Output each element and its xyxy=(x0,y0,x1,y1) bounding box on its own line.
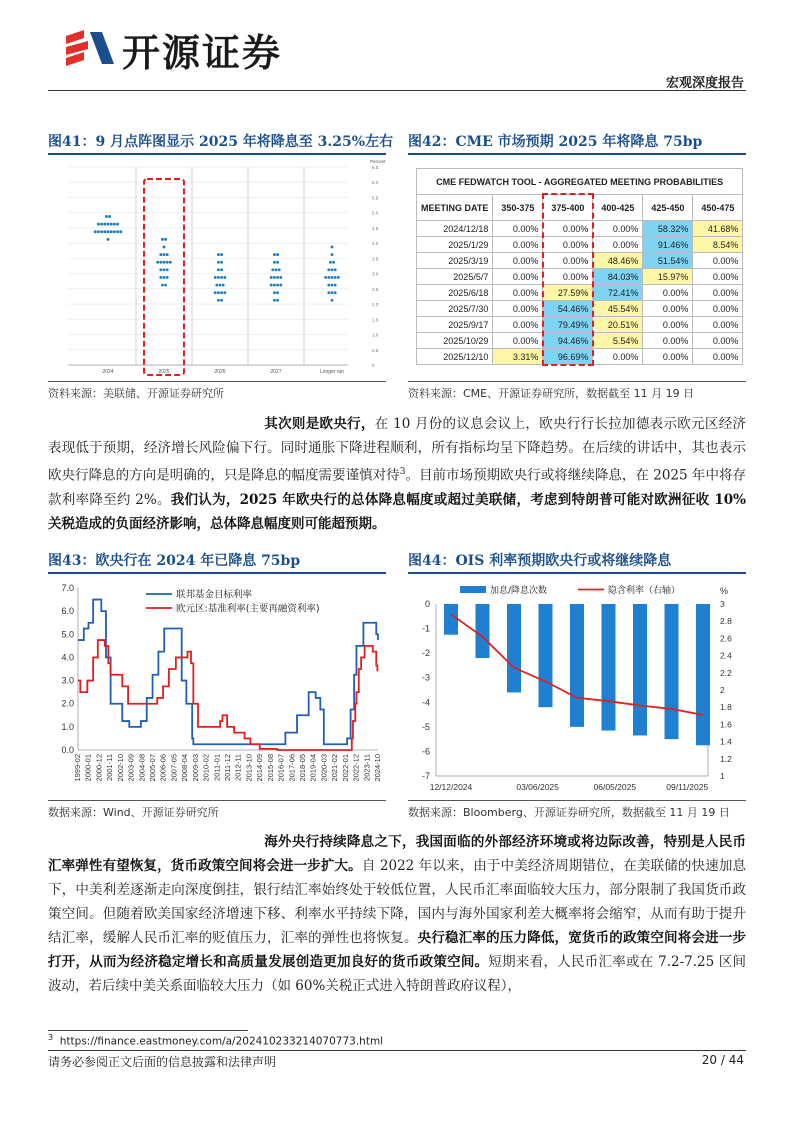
meeting-date-cell: 2025/5/7 xyxy=(417,269,493,285)
column-header: MEETING DATE xyxy=(417,195,493,221)
fig41-dot xyxy=(164,284,167,287)
footnote-divider xyxy=(48,1030,248,1031)
fig43-ytick-label: 1.0 xyxy=(61,721,74,732)
fig44-ytick-left: -3 xyxy=(421,672,430,683)
fig41-dot xyxy=(159,276,162,279)
para1-bold-conclusion: 我们认为，2025 年欧央行的总体降息幅度或超过美联储，考虑到特朗普可能对欧洲征收 10%关税造成的负面经济影响，总体降息幅度则可能超预期。 xyxy=(48,491,746,532)
fig41-dot xyxy=(276,253,279,256)
highlight-box-375-400 xyxy=(542,193,594,366)
probability-cell: 41.68% xyxy=(693,221,743,237)
probability-cell: 27.59% xyxy=(543,285,593,301)
fig43-line-chart xyxy=(48,578,386,798)
probability-cell: 0.00% xyxy=(693,333,743,349)
fig44-ytick-right: 1.4 xyxy=(720,736,732,747)
fig43-xtick-label: 2014-09 xyxy=(255,754,265,782)
fig43-xtick-label: 2007-05 xyxy=(169,754,179,782)
fig44-ytick-right: 2.6 xyxy=(720,633,732,644)
fig41-dot xyxy=(276,299,279,302)
fig44-legend-line-label: 隐含利率（右轴） xyxy=(608,586,681,596)
fig41-dot-plot xyxy=(48,155,386,380)
fig41-dot xyxy=(166,268,169,271)
meeting-date-cell: 2025/7/30 xyxy=(417,301,493,317)
fig41-ytick-label: 2.5 xyxy=(372,286,379,292)
fig44-title-rule xyxy=(408,572,746,574)
probability-cell: 0.00% xyxy=(643,333,693,349)
paragraph-ecb xyxy=(48,412,746,536)
para2-bold2: 央行稳汇率的压力降低，宽货币的政策空间将会进一步打开，从而为经济稳定增长和高质量发展创造更加良好的货币政策空间。 xyxy=(48,930,747,970)
fig41-ytick-label: 4.5 xyxy=(372,225,379,231)
probability-cell: 0.00% xyxy=(493,333,543,349)
fig41-dot xyxy=(276,261,279,264)
fig44-ytick-left: -7 xyxy=(421,771,430,781)
fig43-xtick-label: 2023-11 xyxy=(362,754,372,781)
fig41-dot xyxy=(166,261,169,264)
fig41-dot xyxy=(217,268,220,271)
probability-cell: 54.46% xyxy=(543,301,593,317)
fig41-ytick-label: 1.5 xyxy=(372,317,379,323)
probability-cell: 0.00% xyxy=(493,301,543,317)
fig41-dot xyxy=(275,268,278,271)
fig41-dot xyxy=(334,268,337,271)
probability-cell: 96.69% xyxy=(543,349,593,365)
fig41-dot xyxy=(159,268,162,271)
fig41-dot xyxy=(273,284,276,287)
fig41-xtick-label: 2025 xyxy=(158,369,170,375)
fig43-xtick-label: 2018-05 xyxy=(298,754,307,782)
probability-cell: 48.46% xyxy=(593,253,643,269)
fig41-dot xyxy=(327,284,330,287)
para1-text1: 在 10 月份的议息会议上，欧央行行长拉加德表示欧元区经济表现低于预期，经济增长风险偏下行。同时通胀下降进程顺利，所有指标均呈下降趋势。在后续的讲话中，其也表示欧央行降息的方向是明确的，只是降息的幅度需要谨慎对待 xyxy=(48,416,746,484)
probability-cell: 0.00% xyxy=(493,317,543,333)
fig41-dot xyxy=(159,253,162,256)
fig41-dot xyxy=(331,299,334,302)
fig41-dot xyxy=(331,276,334,279)
fig43-series-ecb-line xyxy=(78,640,377,750)
fig41-dot xyxy=(116,223,119,226)
fig41-ytick-label: 6.5 xyxy=(372,165,379,170)
fig44-ytick-right: 1.8 xyxy=(720,702,732,713)
probability-cell: 0.00% xyxy=(493,221,543,237)
column-header: 350-375 xyxy=(493,195,543,221)
probability-cell: 8.54% xyxy=(693,237,743,253)
fig44-xtick-label: 03/06/2025 xyxy=(516,782,559,792)
fig43-bottom-rule xyxy=(48,800,386,801)
fig41-dot xyxy=(214,291,217,294)
fig44-source: 数据来源：Bloomberg、开源证券研究所，数据截至 11 月 19 日 xyxy=(408,806,730,819)
fig42-bottom-rule xyxy=(408,381,746,382)
fig41-ytick-label: 1.0 xyxy=(372,332,379,338)
report-type-label: 宏观深度报告 xyxy=(665,76,744,91)
fig41-dot xyxy=(327,291,330,294)
fig41-source: 资料来源：美联储、开源证券研究所 xyxy=(48,387,224,400)
fig41-dot xyxy=(214,276,217,279)
probability-cell: 0.00% xyxy=(543,269,593,285)
probability-cell: 20.51% xyxy=(593,317,643,333)
fig43-ytick-label: 6.0 xyxy=(61,606,74,617)
fig41-bg xyxy=(48,155,386,380)
fig41-dot xyxy=(276,291,279,294)
fig44-xtick-label: 12/12/2024 xyxy=(429,782,473,792)
probability-cell: 5.54% xyxy=(593,333,643,349)
fig41-dot xyxy=(217,291,220,294)
fig41-dot xyxy=(97,223,100,226)
fig43-xtick-label: 2003-09 xyxy=(126,754,136,782)
fig41-dot xyxy=(331,246,334,249)
fig41-dot xyxy=(278,268,281,271)
fig43-xtick-label: 2015-08 xyxy=(265,754,275,782)
footnote xyxy=(48,1033,383,1048)
fig41-dot xyxy=(271,268,274,271)
fig44-ytick-left: 0 xyxy=(424,599,430,609)
fig43-ytick-label: 3.0 xyxy=(61,675,74,686)
fig41-dot xyxy=(163,268,166,271)
meeting-date-cell: 2025/6/18 xyxy=(417,285,493,301)
fig43-legend-label: 欧元区:基准利率(主要再融资利率) xyxy=(176,603,320,615)
fig44-ytick-right: 2 xyxy=(720,685,725,695)
fig41-dot xyxy=(223,276,226,279)
fig43-xtick-label: 2006-06 xyxy=(158,754,168,782)
fig43-xtick-label: 2021-02 xyxy=(330,754,340,782)
fig41-ytick-label: 3.5 xyxy=(372,256,379,262)
fig43-xtick-label: 2004-08 xyxy=(137,754,147,782)
fig41-dot xyxy=(164,238,167,241)
fig41-dot xyxy=(163,253,166,256)
para2-lead: 海外央行持续降息之下，我国面临的外部经济环境或将边际改善，特别是人民币汇率弹性有望恢复，货币政策空间将会进一步扩大。 xyxy=(48,834,746,874)
fig43-xtick-label: 2008-04 xyxy=(180,754,190,782)
probability-cell: 0.00% xyxy=(643,349,693,365)
column-header: 425-450 xyxy=(643,195,693,221)
footnote-url[interactable]: https://finance.eastmoney.com/a/202410233214070773.html xyxy=(59,1035,384,1048)
fig41-ytick-label: 0 xyxy=(372,363,375,368)
probability-cell: 0.00% xyxy=(693,349,743,365)
fig44-y2-unit: % xyxy=(720,586,729,596)
column-header: 400-425 xyxy=(593,195,643,221)
fig41-bottom-rule xyxy=(48,381,386,382)
probability-cell: 94.46% xyxy=(543,333,593,349)
probability-cell: 0.00% xyxy=(693,253,743,269)
fig44-legend-bar-swatch xyxy=(460,586,486,593)
fig42-title: 图42：CME 市场预期 2025 年将降息 75bp xyxy=(408,134,703,150)
fig41-dot xyxy=(334,276,337,279)
probability-cell: 91.46% xyxy=(643,237,693,253)
fig41-dot xyxy=(166,253,169,256)
fig42-table-container xyxy=(416,168,743,365)
fig41-dot xyxy=(334,291,337,294)
fig44-bar xyxy=(602,604,616,731)
fig41-dot xyxy=(279,284,282,287)
paragraph-china-policy xyxy=(48,830,746,998)
fig43-xtick-label: 2010-02 xyxy=(201,754,211,782)
probability-cell: 45.54% xyxy=(593,301,643,317)
fig41-dot xyxy=(331,253,334,256)
fig41-dot xyxy=(97,230,100,233)
probability-cell: 0.00% xyxy=(493,269,543,285)
fig41-dot xyxy=(107,230,110,233)
fig41-dot xyxy=(100,223,103,226)
fig44-bar xyxy=(665,604,679,739)
fig41-dot xyxy=(217,276,220,279)
fig44-bar xyxy=(444,604,458,635)
fig44-ytick-left: -1 xyxy=(421,623,430,634)
fig41-dot xyxy=(107,223,110,226)
fig41-dot xyxy=(273,291,276,294)
probability-cell: 72.41% xyxy=(593,285,643,301)
fig41-ytick-label: 0.5 xyxy=(372,347,379,353)
fig43-ytick-label: 0.0 xyxy=(61,745,74,755)
fig43-xtick-label: 2020-03 xyxy=(319,754,329,782)
fig41-dot xyxy=(270,284,273,287)
fig43-title: 图43：欧央行在 2024 年已降息 75bp xyxy=(48,553,301,569)
fig41-title: 图41：9 月点阵图显示 2025 年将降息至 3.25%左右 xyxy=(48,134,394,150)
probability-cell: 0.00% xyxy=(593,349,643,365)
fig43-xtick-label: 2022-12 xyxy=(351,754,361,782)
probability-cell: 0.00% xyxy=(543,237,593,253)
fig43-xtick-label: 2017-06 xyxy=(287,754,297,782)
fig41-dot xyxy=(163,246,166,249)
probability-cell: 79.49% xyxy=(543,317,593,333)
fig41-dot xyxy=(276,276,279,279)
fig42-title-rule xyxy=(408,153,746,155)
probability-cell: 0.00% xyxy=(543,253,593,269)
fig41-xtick-label: 2024 xyxy=(102,369,114,375)
fig41-dot xyxy=(273,253,276,256)
fig44-ytick-right: 3 xyxy=(720,599,725,609)
fig43-ytick-label: 4.0 xyxy=(61,652,74,663)
probability-cell: 0.00% xyxy=(593,237,643,253)
fig41-dot xyxy=(166,276,169,279)
probability-cell: 51.54% xyxy=(643,253,693,269)
meeting-date-cell: 2025/3/19 xyxy=(417,253,493,269)
fig43-xtick-label: 2019-04 xyxy=(308,754,318,782)
table-title-row xyxy=(417,169,743,195)
fig41-dot xyxy=(276,284,279,287)
fig43-title-rule xyxy=(48,572,386,574)
footer-divider xyxy=(48,1050,746,1051)
fig43-ytick-label: 5.0 xyxy=(61,629,74,640)
fig44-ytick-right: 2.2 xyxy=(720,667,732,678)
fig44-legend-bar-label: 加息/降息次数 xyxy=(490,586,548,596)
fig44-ytick-left: -4 xyxy=(421,697,430,708)
fig43-xtick-label: 2013-10 xyxy=(244,754,254,782)
fig41-dot xyxy=(273,261,276,264)
fig43-xtick-label: 1999-02 xyxy=(73,754,82,782)
fig44-ytick-left: -2 xyxy=(421,648,430,659)
fig43-xtick-label: 2000-01 xyxy=(83,754,93,782)
fig41-ytick-label: 5.0 xyxy=(372,210,379,216)
fig41-dot xyxy=(332,261,335,264)
fig41-dot xyxy=(329,261,332,264)
probability-cell: 0.00% xyxy=(493,285,543,301)
fig41-dot xyxy=(327,276,330,279)
fig44-ytick-left: -6 xyxy=(421,746,430,757)
fig43-xtick-label: 2001-11 xyxy=(105,754,115,781)
fig41-axis-header: Percent xyxy=(370,159,386,164)
fig41-dot xyxy=(219,284,222,287)
fig41-dot xyxy=(217,261,220,264)
fig43-ytick-label: 2.0 xyxy=(61,698,74,709)
probability-cell: 0.00% xyxy=(643,317,693,333)
logo-icon xyxy=(62,28,118,68)
probability-cell: 0.00% xyxy=(593,221,643,237)
fig41-ytick-label: 5.5 xyxy=(372,195,379,201)
fig41-dot xyxy=(331,291,334,294)
fig44-ytick-right: 1.6 xyxy=(720,719,732,730)
fig44-ytick-right: 1.2 xyxy=(720,753,732,764)
meeting-date-cell: 2025/12/10 xyxy=(417,349,493,365)
fig43-xtick-label: 2016-07 xyxy=(276,754,286,782)
fig41-dot xyxy=(116,230,119,233)
probability-cell: 0.00% xyxy=(693,269,743,285)
fig41-dot xyxy=(334,284,337,287)
fig43-xtick-label: 2011-01 xyxy=(212,754,222,781)
fig43-xtick-label: 2002-10 xyxy=(115,754,125,782)
fig44-title: 图44：OIS 利率预期欧央行或将继续降息 xyxy=(408,553,672,569)
fig44-xtick-label: 06/05/2025 xyxy=(593,782,637,792)
fig42-source: 资料来源：CME、开源证券研究所，数据截至 11 月 19 日 xyxy=(408,387,695,400)
probability-cell: 0.00% xyxy=(493,253,543,269)
page-header xyxy=(0,0,794,92)
fig41-xtick-label: Longer run xyxy=(319,369,345,375)
fig43-xtick-label: 2011-12 xyxy=(223,754,232,781)
fig41-dot xyxy=(220,299,223,302)
fig41-dot xyxy=(163,261,166,264)
fig43-xtick-label: 2005-07 xyxy=(148,754,157,782)
footer-disclaimer: 请务必参阅正文后面的信息披露和法律声明 xyxy=(48,1055,277,1069)
fig41-dot xyxy=(107,238,110,241)
fig44-ytick-right: 2.4 xyxy=(720,650,732,661)
fig43-source: 数据来源：Wind、开源证券研究所 xyxy=(48,806,219,819)
fig41-dot xyxy=(103,230,106,233)
probability-cell: 0.00% xyxy=(543,221,593,237)
fig41-dot xyxy=(223,291,226,294)
probability-cell: 0.00% xyxy=(693,301,743,317)
fig43-ytick-label: 7.0 xyxy=(61,583,74,593)
fig41-dot xyxy=(163,276,166,279)
fig41-dot xyxy=(161,284,164,287)
fig44-ytick-right: 2.8 xyxy=(720,616,732,627)
fig41-dot xyxy=(217,299,220,302)
fig41-dot xyxy=(94,230,97,233)
meeting-date-cell: 2025/10/29 xyxy=(417,333,493,349)
column-header: 450-475 xyxy=(693,195,743,221)
fig41-dot xyxy=(279,276,282,279)
fig44-ytick-left: -5 xyxy=(421,721,430,732)
fig41-dot xyxy=(110,230,113,233)
fig44-ytick-right: 1 xyxy=(720,771,725,781)
fig41-dot xyxy=(161,238,164,241)
fig41-dot xyxy=(324,276,327,279)
page-number: 20 / 44 xyxy=(701,1053,744,1067)
para1-footnote-mark[interactable]: 3 xyxy=(399,467,406,477)
fig43-xtick-label: 2022-01 xyxy=(340,754,350,782)
fig41-ytick-label: 3.0 xyxy=(372,271,379,277)
fig41-dot xyxy=(215,284,218,287)
fig41-dot xyxy=(169,261,172,264)
fig41-ytick-label: 4.0 xyxy=(372,241,379,247)
fig44-bottom-rule xyxy=(408,800,746,801)
fig41-dot xyxy=(331,284,334,287)
fig44-bar xyxy=(696,604,710,745)
fig41-dot xyxy=(222,284,225,287)
fig41-dot xyxy=(220,268,223,271)
fig41-dot xyxy=(273,276,276,279)
fig41-xtick-label: 2027 xyxy=(270,369,282,375)
fig41-dot xyxy=(273,299,276,302)
fig41-dot xyxy=(220,276,223,279)
fig41-dot xyxy=(159,261,162,264)
para2-text2: 短期来看，人民币汇率或在 7.2-7.25 区间波动，若后续中美关系面临较大压力（如 60%关税正式进入特朗普政府议程）， xyxy=(48,954,747,994)
fig41-dot xyxy=(108,215,111,218)
probability-cell: 0.00% xyxy=(693,317,743,333)
fig41-dot xyxy=(103,223,106,226)
fig44-xtick-label: 09/11/2025 xyxy=(666,782,709,792)
para1-text2: 。目前市场预期欧央行或将继续降息，在 2025 年中将存款利率降至约 2%。 xyxy=(48,467,746,508)
fig41-dot xyxy=(113,230,116,233)
header-divider xyxy=(48,90,746,91)
fig44-bar xyxy=(507,604,521,692)
para2-text1: 自 2022 年以来，由于中美经济周期错位，在美联储的快速加息下，中美利差逐渐走向深度倒挂，银行结汇率始终处于较低位置，人民币汇率面临较大压力，部分限制了我国货币政策空间。但随着欧美国家经济增速下移、利率水平持续下降，国内与海外国家利差大概率将会缩窄，从而有助于提升结汇率，缓解人民币汇率的贬值压力，汇率的弹性也将恢复。 xyxy=(48,858,746,946)
fig41-dot xyxy=(220,261,223,264)
fig41-dot xyxy=(337,276,340,279)
fig41-dot xyxy=(105,215,108,218)
probability-cell: 58.32% xyxy=(643,221,693,237)
fig41-dot xyxy=(327,268,330,271)
fig43-legend-label: 联邦基金目标利率 xyxy=(176,589,253,601)
fig41-dot xyxy=(110,223,113,226)
fig41-xtick-label: 2026 xyxy=(214,369,226,375)
column-header: 375-400 xyxy=(543,195,593,221)
fig41-dot xyxy=(220,253,223,256)
para1-lead: 其次则是欧央行， xyxy=(264,416,375,432)
fig41-dot xyxy=(156,261,159,264)
fig41-dot xyxy=(217,253,220,256)
fig41-dot xyxy=(270,276,273,279)
probability-cell: 0.00% xyxy=(643,285,693,301)
fig44-bar xyxy=(539,604,553,707)
table-title: CME FEDWATCH TOOL - AGGREGATED MEETING PROBABILITIES xyxy=(417,169,743,195)
meeting-date-cell: 2025/1/29 xyxy=(417,237,493,253)
meeting-date-cell: 2024/12/18 xyxy=(417,221,493,237)
fig41-dot xyxy=(331,268,334,271)
fig44-bar-line-chart xyxy=(408,578,746,798)
probability-cell: 0.00% xyxy=(693,285,743,301)
fig41-dot xyxy=(100,230,103,233)
fig44-bar xyxy=(476,604,490,658)
meeting-date-cell: 2025/9/17 xyxy=(417,317,493,333)
probability-cell: 84.03% xyxy=(593,269,643,285)
probability-cell: 3.31% xyxy=(493,349,543,365)
fig43-xtick-label: 2000-12 xyxy=(94,754,104,782)
logo-text: 开源证券 xyxy=(122,31,283,75)
fig41-ytick-label: 6.0 xyxy=(372,180,379,186)
fig41-dot xyxy=(220,291,223,294)
fig44-bar xyxy=(570,604,584,727)
probability-cell: 0.00% xyxy=(493,237,543,253)
probability-cell: 0.00% xyxy=(643,301,693,317)
footnote-mark: 3 xyxy=(48,1033,54,1042)
fig41-dot xyxy=(119,230,122,233)
probability-cell: 15.97% xyxy=(643,269,693,285)
fig43-xtick-label: 2012-11 xyxy=(233,754,243,781)
fig41-ytick-label: 2.0 xyxy=(372,302,379,308)
fig43-xtick-label: 2024-10 xyxy=(373,754,382,782)
fig44-bar xyxy=(633,604,647,735)
fig41-dot xyxy=(113,223,116,226)
fig43-xtick-label: 2009-03 xyxy=(190,754,200,782)
